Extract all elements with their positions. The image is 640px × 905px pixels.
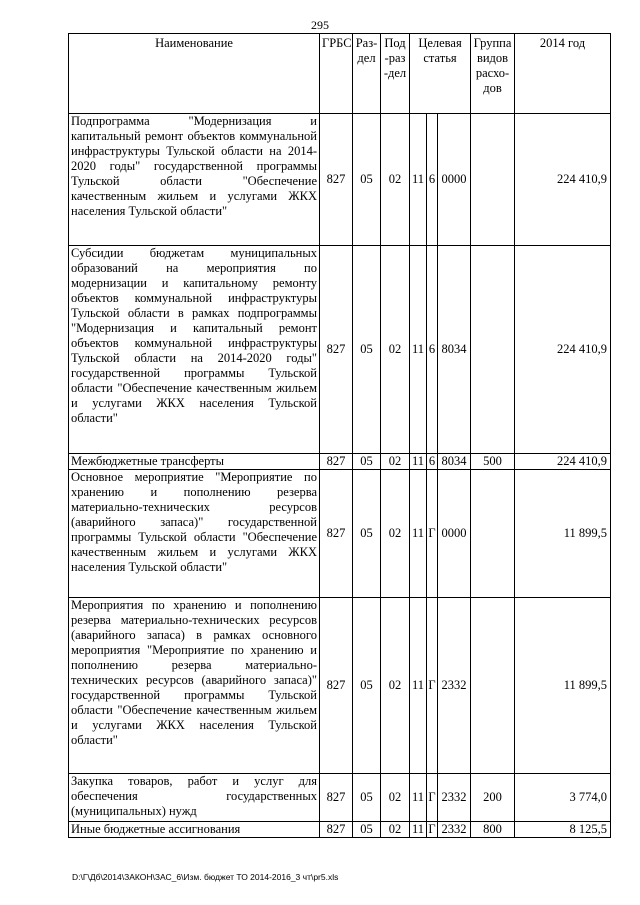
row-grbs: 827: [320, 822, 353, 838]
row-name: Основное мероприятие "Мероприятие по хранению и пополнению резерва материально-технических ресурсов (аварийного запаса)" государственной программы Тульской области "Обеспечение качественным жильем и услугами ЖКХ населения Тульской области": [69, 470, 320, 598]
row-target-part1: 11: [410, 470, 427, 598]
row-target-part1: 11: [410, 246, 427, 454]
row-grbs: 827: [320, 114, 353, 246]
row-grbs: 827: [320, 246, 353, 454]
table-row: [69, 114, 611, 246]
row-name: Мероприятия по хранению и пополнению резерва материально-технических ресурсов (аварийного запаса) в рамках основного мероприятия "Мероприятие по хранению и пополнению резерва материально-технических ресурсов (аварийного запаса)" государственной программы Тульской области "Обеспечение качественным жильем и услугами ЖКХ населения Тульской области": [69, 598, 320, 774]
header-razdel: Раз-дел: [353, 34, 381, 114]
row-target-part1: 11: [410, 454, 427, 470]
row-target-part3: 8034: [438, 454, 471, 470]
table-row: [69, 598, 611, 774]
row-target-part3: 2332: [438, 598, 471, 774]
row-target-part3: 2332: [438, 822, 471, 838]
row-podrazdel: 02: [381, 454, 410, 470]
row-target-part1: 11: [410, 114, 427, 246]
row-sum: 224 410,9: [515, 114, 611, 246]
row-grbs: 827: [320, 774, 353, 822]
row-razdel: 05: [353, 114, 381, 246]
row-expense-group: [471, 246, 515, 454]
row-name: Субсидии бюджетам муниципальных образований на мероприятия по модернизации и капитальному ремонту объектов коммунальной инфраструктуры Тульской области в рамках подпрограммы "Модернизация и капитальный ремонт объектов коммунальной инфраструктуры Тульской области на 2014-2020 годы" государственной программы Тульской области "Обеспечение качественным жильем и услугами ЖКХ населения Тульской области": [69, 246, 320, 454]
table-row: [69, 454, 611, 470]
row-podrazdel: 02: [381, 774, 410, 822]
header-expense-group: Группа видов расхо-дов: [471, 34, 515, 114]
row-target-part3: 2332: [438, 774, 471, 822]
row-expense-group: 800: [471, 822, 515, 838]
row-name: Иные бюджетные ассигнования: [69, 822, 320, 838]
page-number: 295: [311, 18, 329, 32]
row-target-part2: Г: [428, 822, 436, 836]
row-grbs: 827: [320, 598, 353, 774]
header-target-article: Целевая статья: [410, 34, 471, 114]
row-target-part1: 11: [410, 774, 427, 822]
row-target-part2: Г: [427, 774, 438, 822]
table-row: [69, 822, 611, 838]
row-expense-group: 500: [471, 454, 515, 470]
row-sum: 224 410,9: [515, 246, 611, 454]
row-grbs: 827: [320, 470, 353, 598]
row-razdel: 05: [353, 454, 381, 470]
table-row: [69, 774, 611, 822]
header-grbs: ГРБС: [320, 34, 353, 114]
row-podrazdel: 02: [381, 822, 410, 838]
row-target-part3: 0000: [438, 114, 471, 246]
row-name: Подпрограмма "Модернизация и капитальный ремонт объектов коммунальной инфраструктуры Тульской области на 2014-2020 годы" государственной программы Тульской области "Обеспечение качественным жильем и услугами ЖКХ населения Тульской области": [69, 114, 320, 246]
row-razdel: 05: [353, 822, 381, 838]
row-target-part2: 6: [427, 454, 438, 470]
table-row: [69, 470, 611, 598]
row-name: Закупка товаров, работ и услуг для обеспечения государственных (муниципальных) нужд: [69, 774, 320, 822]
budget-table: [68, 33, 611, 838]
row-sum: 11 899,5: [515, 470, 611, 598]
row-sum: 8 125,5: [515, 822, 611, 838]
row-sum: 224 410,9: [515, 454, 611, 470]
row-sum: 11 899,5: [515, 598, 611, 774]
row-target-part2: Г: [427, 598, 438, 774]
row-target-part3: 8034: [438, 246, 471, 454]
row-podrazdel: 02: [381, 246, 410, 454]
row-target-part3: 0000: [438, 470, 471, 598]
row-razdel: 05: [353, 470, 381, 598]
row-grbs: 827: [320, 454, 353, 470]
header-podrazdel: Под-раз-дел: [381, 34, 410, 114]
row-target-part1: 11: [410, 822, 427, 838]
table-row: [69, 246, 611, 454]
row-razdel: 05: [353, 598, 381, 774]
header-year: 2014 год: [515, 34, 611, 114]
row-target-part1: 11: [410, 598, 427, 774]
row-podrazdel: 02: [381, 114, 410, 246]
row-podrazdel: 02: [381, 598, 410, 774]
row-expense-group: 200: [471, 774, 515, 822]
row-sum: 3 774,0: [515, 774, 611, 822]
row-razdel: 05: [353, 774, 381, 822]
row-name: Межбюджетные трансферты: [69, 454, 320, 470]
row-podrazdel: 02: [381, 470, 410, 598]
row-target-part2: Г: [427, 470, 438, 598]
row-expense-group: [471, 598, 515, 774]
header-name: Наименование: [69, 34, 320, 114]
row-target-part2: 6: [427, 114, 438, 246]
file-path-footer: D:\Г\Дб\2014\ЗАКОН\ЗАС_6\Изм. бюджет ТО 2014-2016_3 чт\pr5.xls: [72, 872, 339, 882]
row-expense-group: [471, 114, 515, 246]
row-expense-group: [471, 470, 515, 598]
row-target-part2: 6: [427, 246, 438, 454]
row-razdel: 05: [353, 246, 381, 454]
